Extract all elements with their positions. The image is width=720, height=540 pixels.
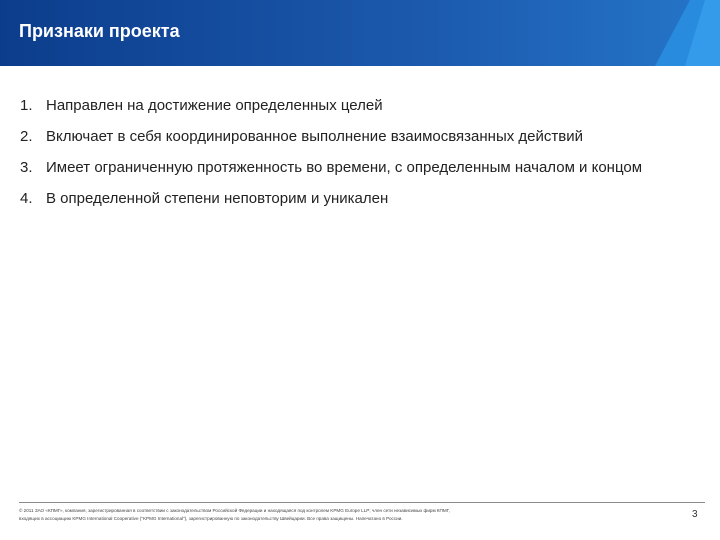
slide-title: Признаки проекта <box>19 21 180 41</box>
footer-copyright: © 2011 ЗАО «КПМГ», компания, зарегистрированная в соответствии с законодательством Российской Федерации и находящаяся под контролем KPMG Europe LLP; член сети независимых фирм КПМГ, входящих в ассоциацию KPMG International Cooperative ("KPMG International"), зарегистрированную по законодательству Швейцарии. Все права защищены. Напечатано в России. <box>19 508 450 521</box>
list-item <box>20 183 700 214</box>
list-item-text: В определенной степени неповторим и уникален <box>46 190 389 207</box>
list-item-number: 2. <box>20 128 33 145</box>
list-item <box>20 152 700 183</box>
list-item-number: 4. <box>20 190 33 207</box>
page-number: 3 <box>692 509 698 520</box>
list-item-number: 1. <box>20 97 33 114</box>
list-item-text: Включает в себя координированное выполнение взаимосвязанных действий <box>46 128 583 145</box>
list-item-text: Направлен на достижение определенных целей <box>46 97 383 114</box>
footer-divider <box>19 502 705 503</box>
list-item-text: Имеет ограниченную протяженность во времени, с определенным началом и концом <box>46 159 643 176</box>
list-item <box>20 90 700 121</box>
feature-list <box>20 90 700 214</box>
list-item <box>20 121 700 152</box>
slide-header <box>0 0 720 66</box>
list-item-number: 3. <box>20 159 33 176</box>
